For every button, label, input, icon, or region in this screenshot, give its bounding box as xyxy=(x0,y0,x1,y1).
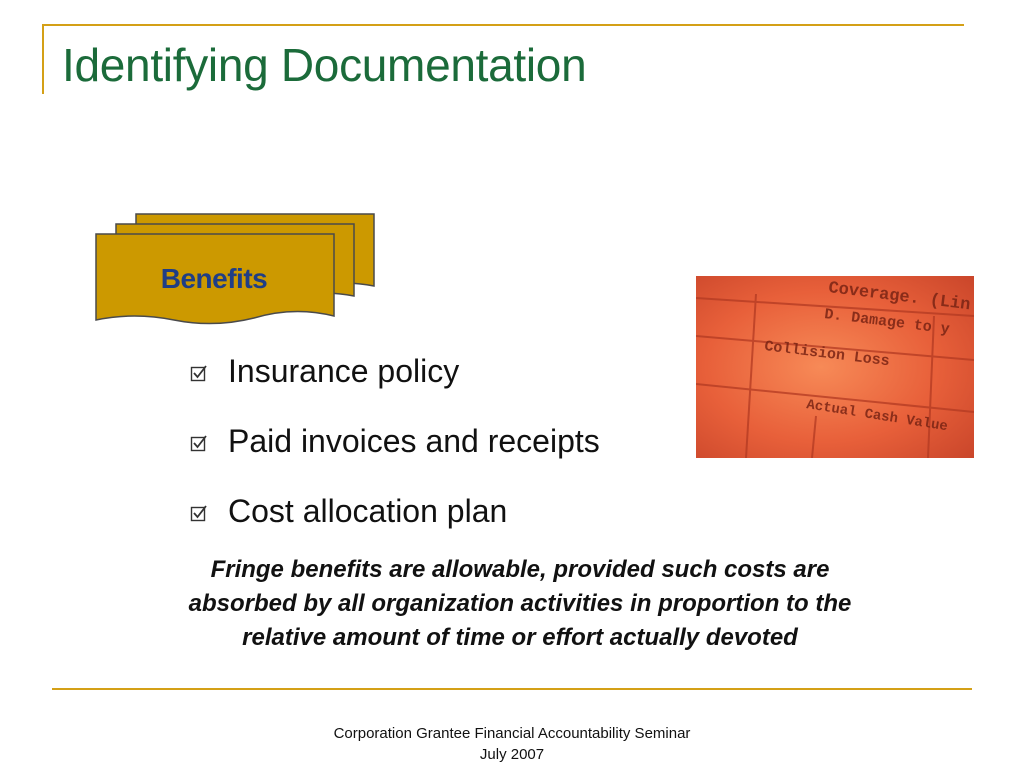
benefits-label: Benefits xyxy=(160,263,268,294)
svg-text:Actual Cash Value: Actual Cash Value xyxy=(805,397,949,436)
footer-date: July 2007 xyxy=(479,746,545,763)
svg-text:Coverage. (Lin: Coverage. (Lin xyxy=(827,279,972,316)
list-item-text: Paid invoices and receipts xyxy=(228,422,600,459)
list-item-text: Cost allocation plan xyxy=(228,492,508,529)
fringe-benefits-note: Fringe benefits are allowable, provided such costs are absorbed by all organization activities in proportion to the relative amount of time or effort actually devoted xyxy=(188,556,852,651)
top-border-line xyxy=(42,24,964,26)
checkbox-checked-icon xyxy=(190,434,208,452)
checkbox-checked-icon xyxy=(190,364,208,382)
list-item-text: Insurance policy xyxy=(228,352,460,389)
list-item xyxy=(190,336,600,406)
footer-seminar-name: Corporation Grantee Financial Accountability Seminar xyxy=(333,725,691,742)
footer xyxy=(262,723,762,765)
svg-text:D. Damage to y: D. Damage to y xyxy=(823,306,951,339)
list-item xyxy=(190,406,600,476)
benefits-document-stack xyxy=(94,212,384,333)
left-border-line xyxy=(42,24,44,94)
footer-divider xyxy=(52,688,972,690)
documentation-list xyxy=(190,336,600,546)
svg-text:Collision Loss: Collision Loss xyxy=(763,338,891,371)
insurance-form-photo xyxy=(696,276,974,458)
checkbox-checked-icon xyxy=(190,504,208,522)
slide-title: Identifying Documentation xyxy=(62,39,587,91)
list-item xyxy=(190,476,600,546)
